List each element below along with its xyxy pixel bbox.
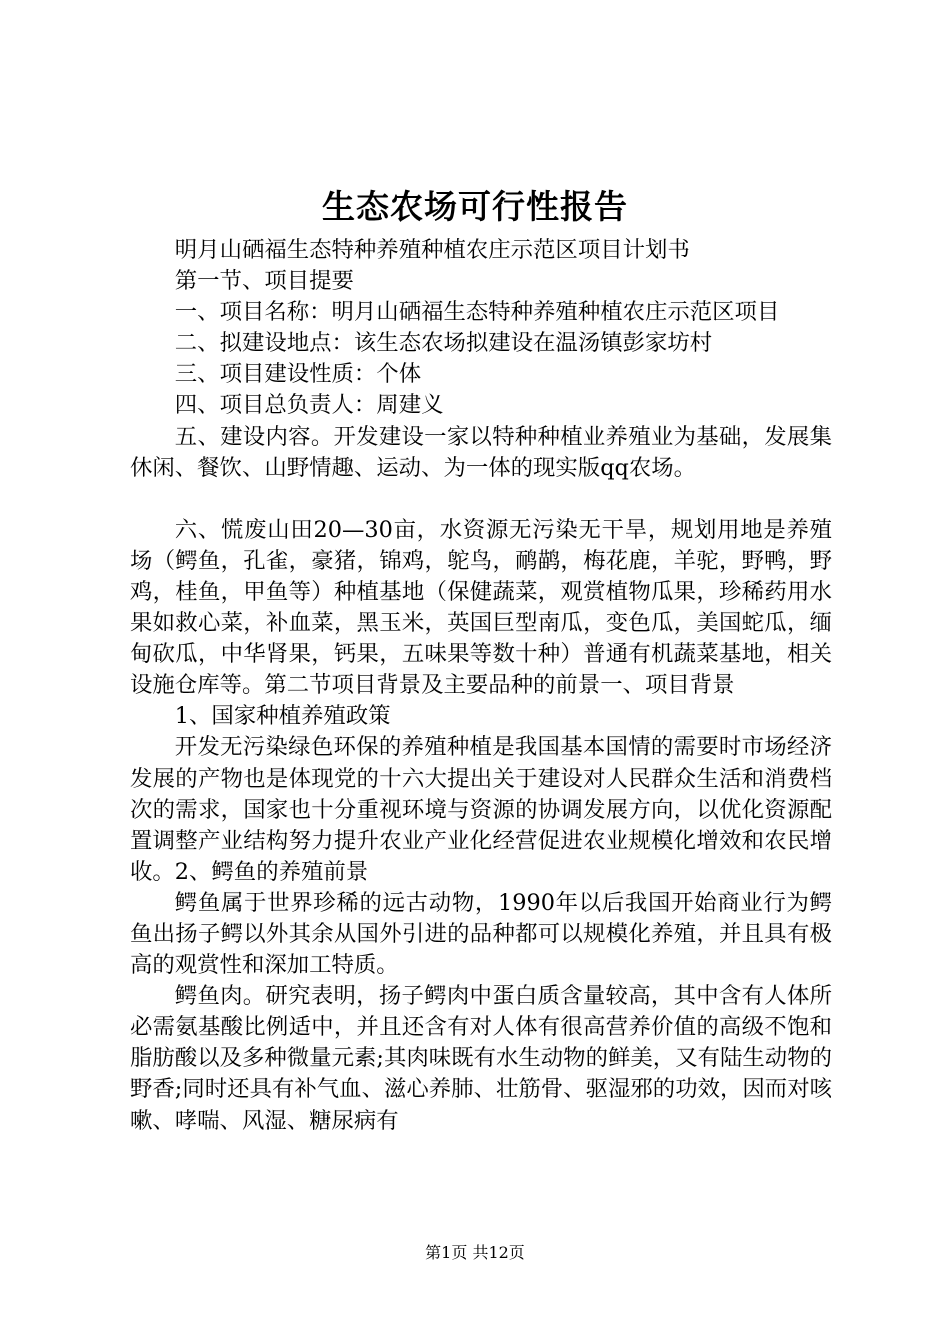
paragraph-section-one: 第一节、项目提要	[174, 268, 354, 295]
paragraph-nature: 三、项目建设性质：个体	[174, 361, 422, 388]
paragraph-project-name: 一、项目名称：明月山硒福生态特种养殖种植农庄示范区项目	[174, 299, 780, 326]
paragraph-plan-title: 明月山硒福生态特种养殖种植农庄示范区项目计划书	[174, 237, 690, 263]
paragraph-policy-heading: 1、国家种植养殖政策	[174, 703, 391, 730]
paragraph-crocodile-meat: 鳄鱼肉。研究表明，扬子鳄肉中蛋白质含量较高，其中含有人体所必需氨基酸比例适中，并且还含有对人体有很高营养价值的高级不饱和脂肪酸以及多种微量元素;其肉味既有水生动物的鲜美，又有陆生动物的野香;同时还具有补气血、滋心养肺、壮筋骨、驱湿邪的功效，因而对咳嗽、哮喘、风湿、糖尿病有	[130, 983, 832, 1134]
document-title: 生态农场可行性报告	[322, 187, 628, 226]
paragraph-content: 五、建设内容。开发建设一家以特种种植业养殖业为基础，发展集休闲、餐饮、山野情趣、运动、为一体的现实版qq农场。	[130, 423, 832, 481]
paragraph-leader: 四、项目总负责人：周建义	[174, 392, 444, 419]
paragraph-policy: 开发无污染绿色环保的养殖种植是我国基本国情的需要时市场经济发展的产物也是体现党的十六大提出关于建设对人民群众生活和消费档次的需求，国家也十分重视环境与资源的协调发展方向，以优化资源配置调整产业结构努力提升农业产业化经营促进农业规模化增效和农民增收。2、鳄鱼的养殖前景	[130, 734, 832, 885]
paragraph-crocodile-prospects: 鳄鱼属于世界珍稀的远古动物，1990年以后我国开始商业行为鳄鱼出扬子鳄以外其余从国外引进的品种都可以规模化养殖，并且具有极高的观赏性和深加工特质。	[130, 889, 832, 979]
page-footer: 第1页 共12页	[425, 1243, 525, 1262]
document-body	[130, 235, 832, 1137]
paragraph-land-planning: 六、慌废山田20—30亩，水资源无污染无干旱，规划用地是养殖场（鳄鱼，孔雀，豪猪，锦鸡，鸵鸟，鸸鹋，梅花鹿，羊驼，野鸭，野鸡，桂鱼，甲鱼等）种植基地（保健蔬菜，观赏植物瓜果，珍稀药用水果如救心菜，补血菜，黑玉米，英国巨型南瓜，变色瓜，美国蛇瓜，缅甸砍瓜，中华肾果，钙果，五味果等数十种）普通有机蔬菜基地，相关设施仓库等。第二节项目背景及主要品种的前景一、项目背景	[130, 516, 832, 699]
paragraph-location: 二、拟建设地点：该生态农场拟建设在温汤镇彭家坊村	[174, 330, 713, 357]
